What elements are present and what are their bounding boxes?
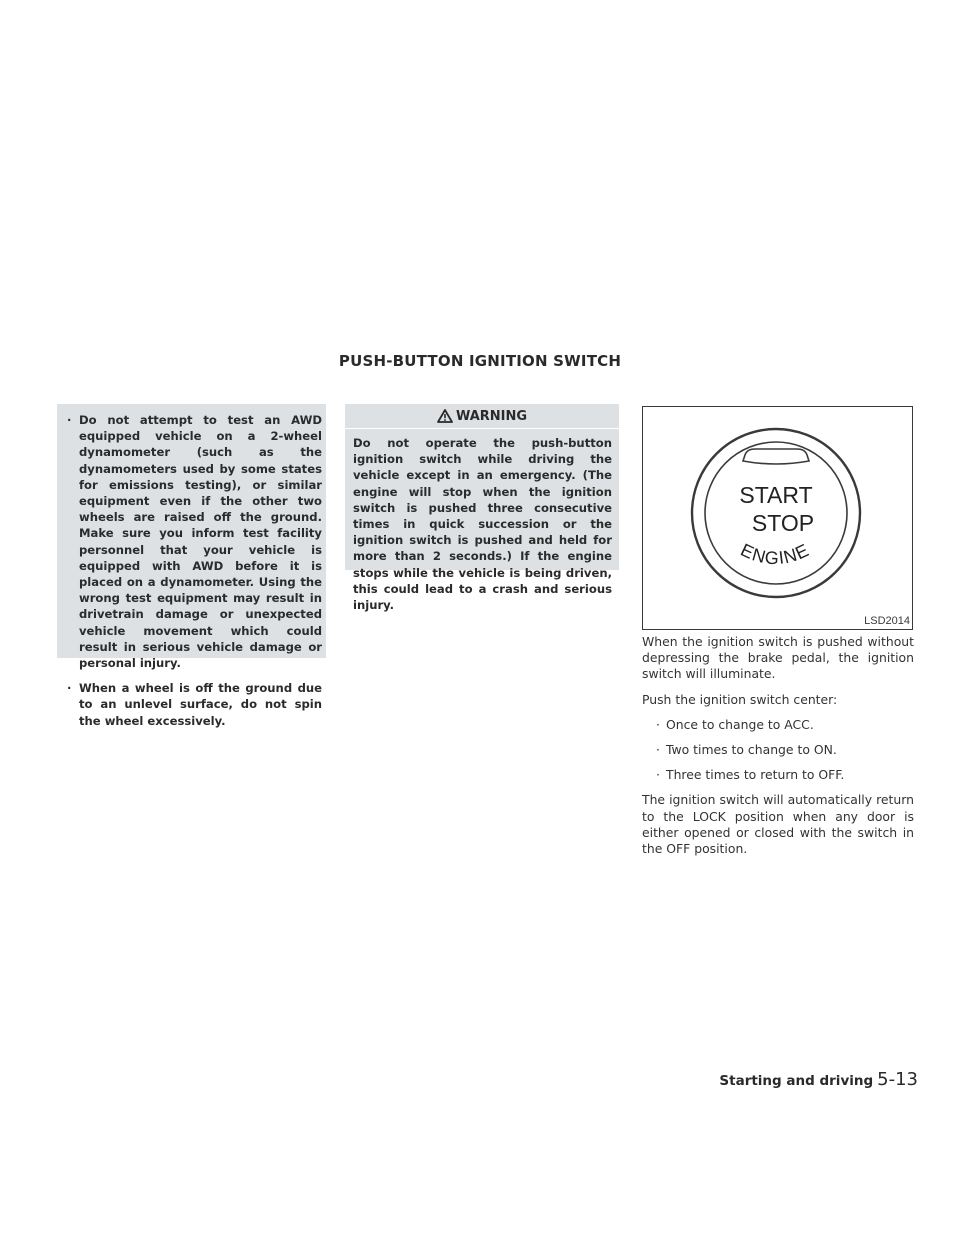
paragraph: When the ignition switch is pushed without depressing the brake pedal, the ignition switch will illuminate. bbox=[642, 634, 914, 682]
ignition-switch-illustration bbox=[643, 407, 912, 629]
start-label: START bbox=[739, 482, 813, 508]
instructions-column bbox=[642, 634, 914, 866]
figure-code: LSD2014 bbox=[864, 615, 910, 627]
warning-header bbox=[345, 404, 619, 429]
warning-text: Do not operate the push-button ignition switch while driving the vehicle except in an emergency. (The engine will stop when the ignition switch is pushed three consecutive times in quick succession or the ignition switch is pushed and held for more than 2 seconds.) If the engine stops while the vehicle is being driven, this could lead to a crash and serious injury. bbox=[353, 436, 612, 613]
paragraph: The ignition switch will automatically return to the LOCK position when any door is either opened or closed with the switch in the OFF position. bbox=[642, 792, 914, 857]
ignition-switch-figure bbox=[642, 406, 913, 630]
caution-item: · When a wheel is off the ground due to an unlevel surface, do not spin the wheel excessively. bbox=[65, 680, 322, 729]
caution-list bbox=[65, 412, 322, 729]
caution-item: · Do not attempt to test an AWD equipped vehicle on a 2-wheel dynamometer (such as the dynamometers used by some states for emissions testing), or similar equipment even if the other two wheels are raised off the ground. Make sure you inform test facility personnel that your vehicle is equipped with AWD before it is placed on a dynamometer. Using the wrong test equipment may result in drivetrain damage or unexpected vehicle movement which could result in serious vehicle damage or personal injury. bbox=[65, 412, 322, 671]
step-item: · Two times to change to ON. bbox=[656, 742, 914, 758]
steps-list bbox=[642, 717, 914, 784]
page-footer bbox=[719, 1069, 918, 1090]
stop-label: STOP bbox=[751, 510, 815, 536]
paragraph: Push the ignition switch center: bbox=[642, 691, 838, 707]
step-item: · Once to change to ACC. bbox=[656, 717, 914, 733]
footer-section-name: Starting and driving bbox=[719, 1073, 874, 1089]
svg-text:ENGINE bbox=[738, 540, 813, 569]
page-number: 5-13 bbox=[877, 1069, 918, 1090]
warning-heading: WARNING bbox=[455, 408, 528, 424]
caution-box bbox=[57, 404, 326, 728]
step-item: · Three times to return to OFF. bbox=[656, 767, 914, 783]
section-title: PUSH-BUTTON IGNITION SWITCH bbox=[338, 352, 622, 370]
warning-triangle-icon bbox=[437, 409, 453, 423]
engine-arc-label: ENGINE bbox=[737, 539, 813, 569]
warning-box bbox=[345, 404, 619, 613]
